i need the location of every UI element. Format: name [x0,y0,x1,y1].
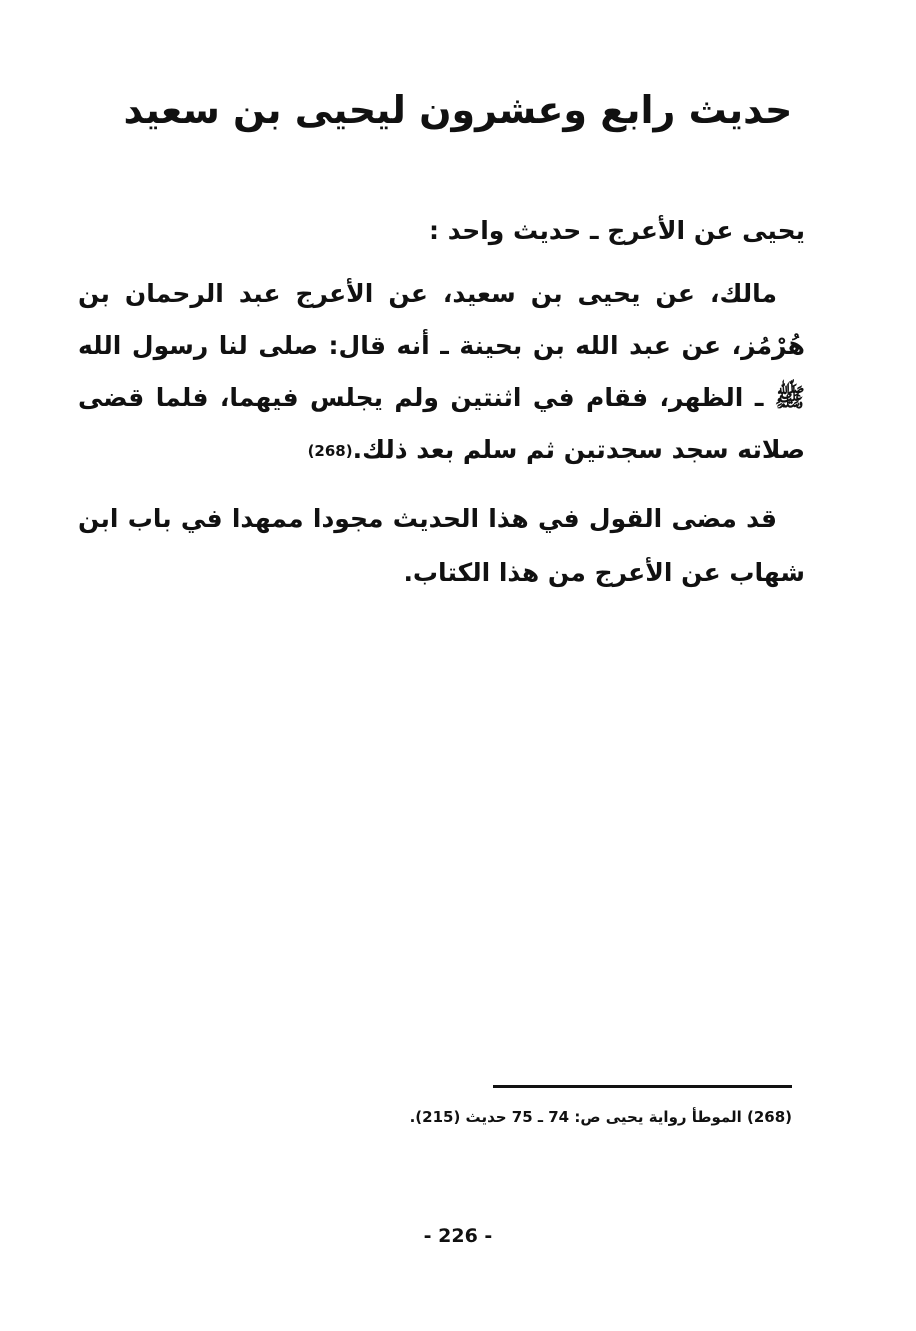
page-number: - 226 - [423,1225,493,1247]
footnote-reference: (268) [307,442,353,460]
chapter-title: حديث رابع وعشرون ليحيى بن سعيد [123,88,793,132]
footnote-divider [493,1085,792,1088]
commentary-paragraph: قد مضى القول في هذا الحديث مجودا ممهدا في باب ابن شهاب عن الأعرج من هذا الكتاب. [78,504,805,587]
footnote-text: (268) الموطأ رواية يحيى ص: 74 ـ 75 حديث (215). [409,1108,792,1126]
hadith-text: مالك، عن يحيى بن سعيد، عن الأعرج عبد الرحمان بن هُرْمُز، عن عبد الله بن بحينة ـ أنه قال: صلى لنا رسول الله ﷺ ـ الظهر، فقام في اثنتين ولم يجلس فيهما، فلما قضى صلاته سجد سجدتين ثم سلم بعد ذلك. [78,279,805,464]
hadith-paragraph [78,268,805,477]
section-heading: يحيى عن الأعرج ـ حديث واحد : [429,216,805,245]
